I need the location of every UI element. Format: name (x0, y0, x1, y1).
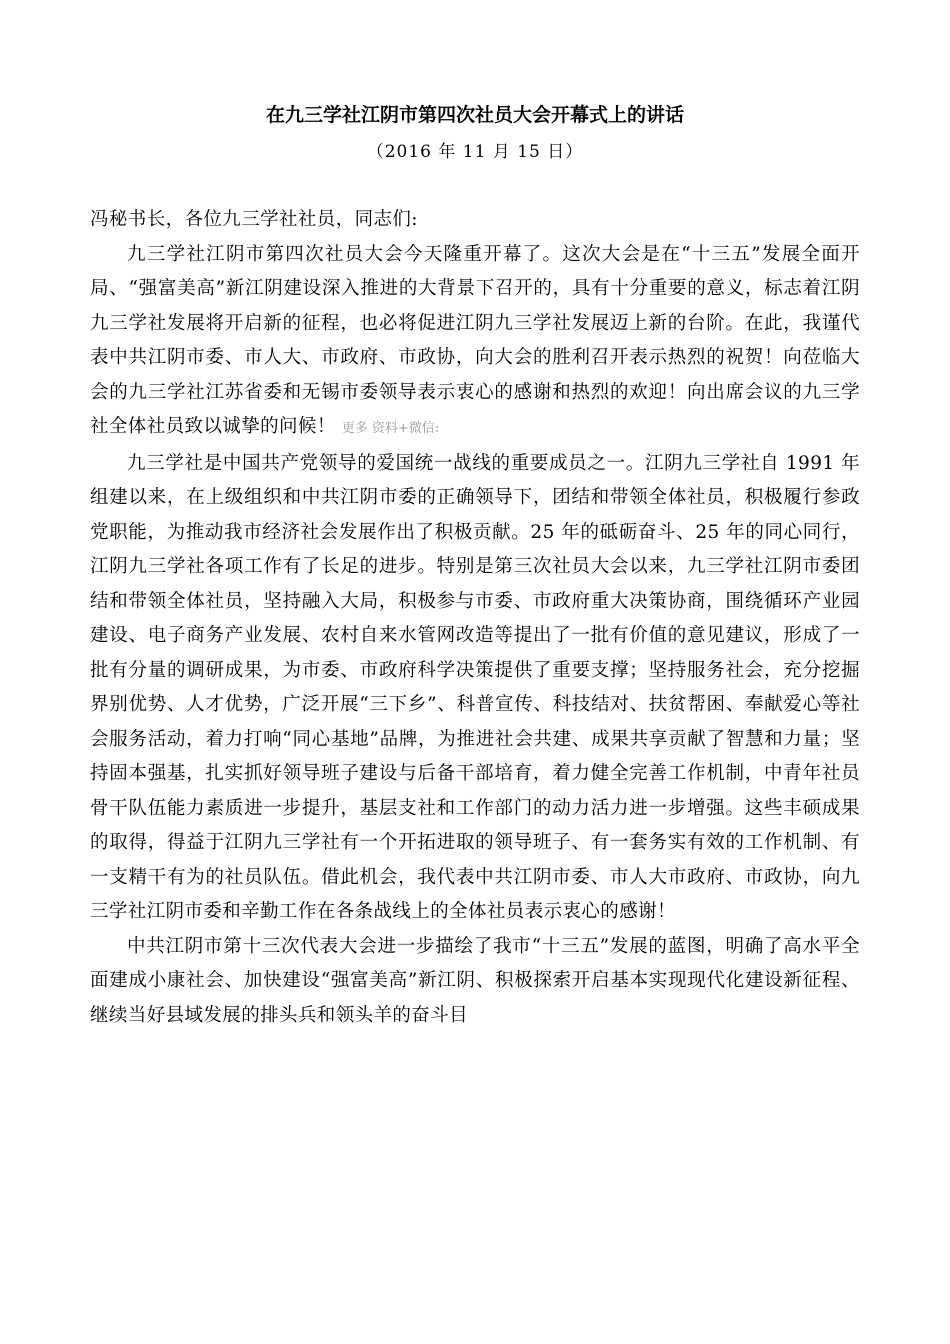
salutation: 冯秘书长，各位九三学社社员，同志们: (90, 209, 418, 230)
document-body (90, 203, 860, 1033)
paragraph-2: 九三学社是中国共产党领导的爱国统一战线的重要成员之一。江阴九三学社自 1991 年组建以来，在上级组织和中共江阴市委的正确领导下，团结和带领全体社员，积极履行参政党职能，为推动我市经济社会发展作出了积极贡献。25 年的砥砺奋斗、25 年的同心同行，江阴九三学社各项工作有了长足的进步。特别是第三次社员大会以来，九三学社江阴市委团结和带领全体社员，坚持融入大局，积极参与市委、市政府重大决策协商，围绕循环产业园建设、电子商务产业发展、农村自来水管网改造等提出了一批有价值的意见建议，形成了一批有分量的调研成果，为市委、市政府科学决策提供了重要支撑；坚持服务社会，充分挖掘界别优势、人才优势，广泛开展“三下乡”、科普宣传、科技结对、扶贫帮困、奉献爱心等社会服务活动，着力打响“同心基地”品牌，为推进社会共建、成果共享贡献了智慧和力量；坚持固本强基，扎实抓好领导班子建设与后备干部培育，着力健全完善工作机制，中青年社员骨干队伍能力素质进一步提升，基层支社和工作部门的动力活力进一步增强。这些丰硕成果的取得，得益于江阴九三学社有一个开拓进取的领导班子、有一套务实有效的工作机制、有一支精干有为的社员队伍。借此机会，我代表中共江阴市委、市人大市政府、市政协，向九三学社江阴市委和辛勤工作在各条战线上的全体社员表示衷心的感谢！ (90, 452, 860, 922)
paragraph-1-text: 九三学社江阴市第四次社员大会今天隆重开幕了。这次大会是在“十三五”发展全面开局、“强富美高”新江阴建设深入推进的大背景下召开的，具有十分重要的意义，标志着江阴九三学社发展将开启新的征程，也必将促进江阴九三学社发展迈上新的台阶。在此，我谨代表中共江阴市委、市人大、市政府、市政协，向大会的胜利召开表示热烈的祝贺！向莅临大会的九三学社江苏省委和无锡市委领导表示衷心的感谢和热烈的欢迎！向出席会议的九三学社全体社员致以诚挚的问候！ (90, 243, 860, 437)
paragraph-3: 中共江阴市第十三次代表大会进一步描绘了我市“十三五”发展的蓝图，明确了高水平全面建成小康社会、加快建设“强富美高”新江阴、积极探索开启基本实现现代化建设新征程、继续当好县域发展的排头兵和领头羊的奋斗目 (90, 935, 860, 1026)
watermark-text: 更多 资料+微信: (341, 421, 440, 436)
document-title: 在九三学社江阴市第四次社员大会开幕式上的讲话 (265, 104, 684, 126)
document-date: （2016 年 11 月 15 日） (366, 142, 584, 162)
paragraph-1 (90, 238, 860, 447)
